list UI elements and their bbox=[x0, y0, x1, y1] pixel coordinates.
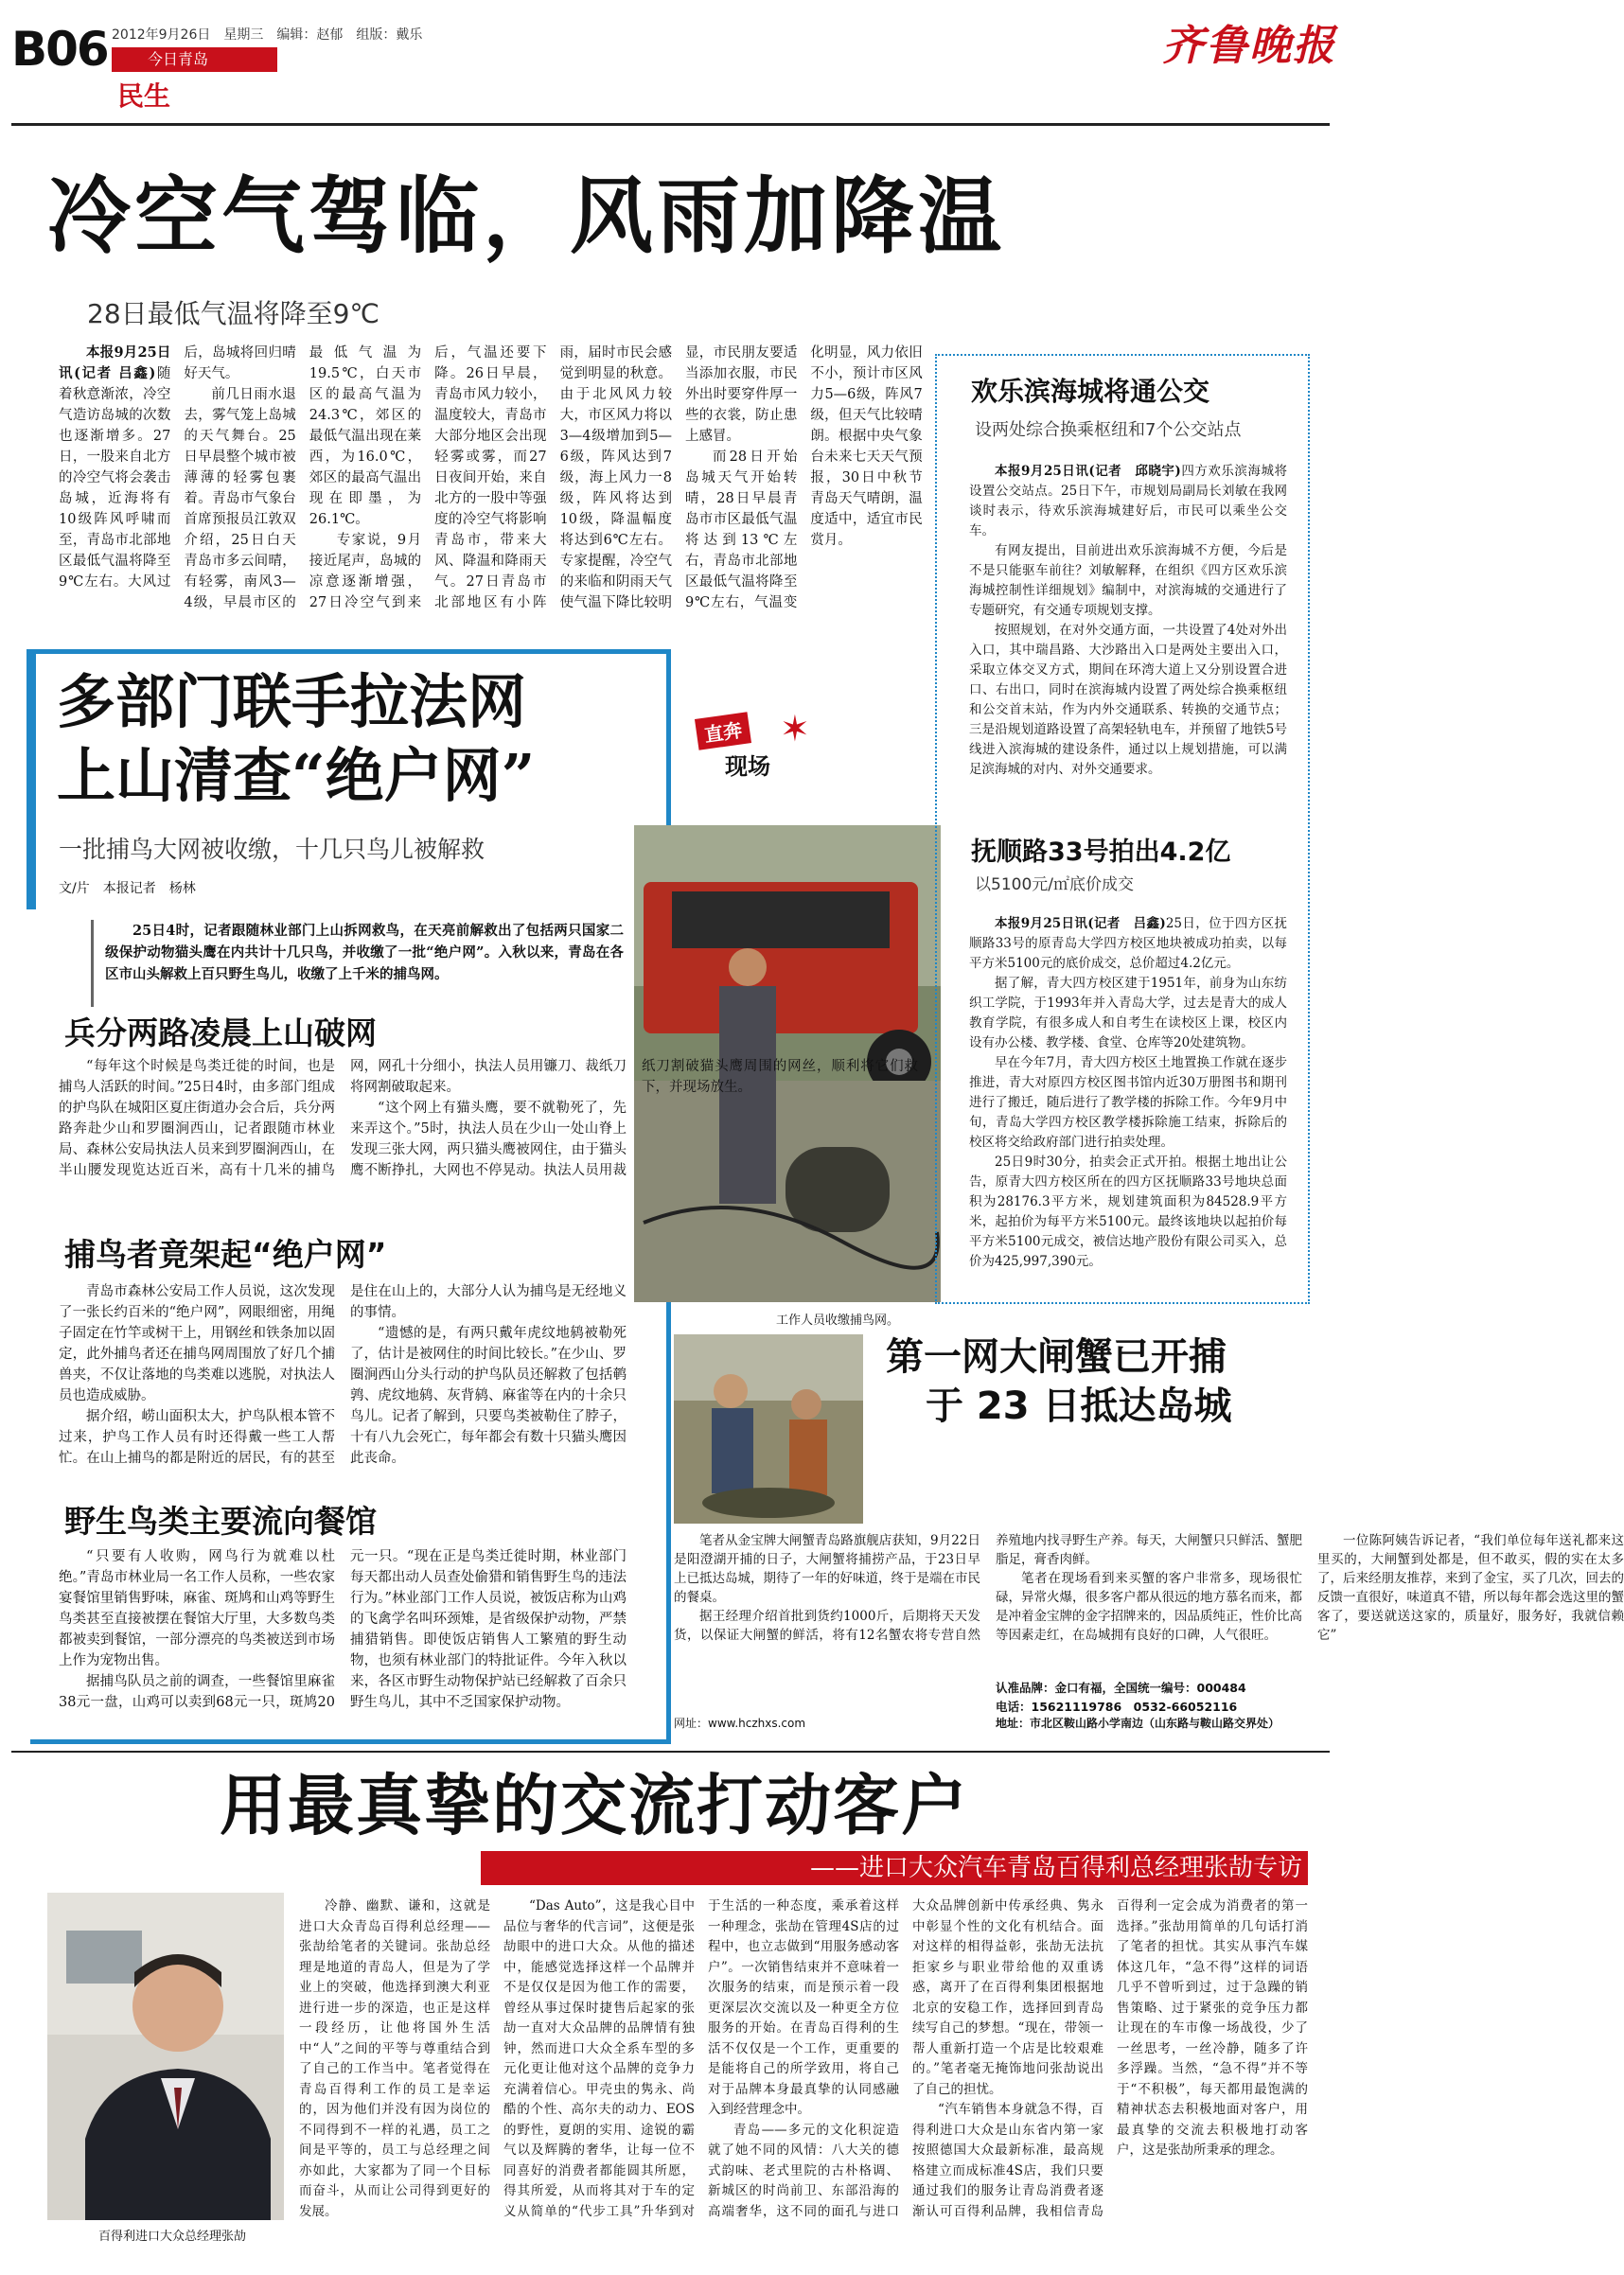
bird-paragraph: “遗憾的是，有两只戴年虎纹地鸫被勒死了，估计是被网住的时间比较长。”在少山、罗圈涧西山分头行动的护鸟队员还解救了包括鹌鹑、虎纹地鸫、灰背鸫、麻雀等在内的十余只鸟儿。记者了解到，只要鸟类被勒住了脖子，十有八九会死亡，每年都会有数十只猫头鹰因此丧命。 bbox=[350, 1326, 627, 1466]
vw-paragraph: “汽车销售本身就急不得，百得利进口大众是山东省内第一家按照德国大众最新标准，最高规格建立而成标准4S店，我们只要通过我们的服务让青岛消费者逐渐认可百得利品牌，我相信青岛百得利一定会成为消费者的第一选择。”张劼用简单的几句话打消了笔者的担忧。其实从事汽车媒体这几年，“急不得”这样的词语几乎不曾听到过，过于急躁的销售策略、过于紧张的竞争压力都让现在的车市像一场战役，少了一丝思考，一丝冷静，随多了许多浮躁。当然，“急不得”并不等于“不积极”，每天都用最饱满的精神状态去积极地面对客户，用最真挚的交流去积极地打动客户，这是张劼所秉承的理念。 bbox=[912, 1898, 1308, 2219]
land-paragraph: 据了解，青大四方校区建于1951年，前身为山东纺织工学院，于1993年并入青岛大学，过去是青大的成人教育学院，有很多成人和自考生在读校区上课，校区内设有办公楼、教学楼、食堂、仓库等20处建筑物。 bbox=[969, 976, 1287, 1050]
spark-icon: ✶ bbox=[780, 708, 810, 750]
crab-paragraph: 笔者从金宝牌大闸蟹青岛路旗舰店获知，9月22日是阳澄湖开捕的日子，大闸蟹将捕捞产品，于23日早上已抵达岛城，期待了一年的好味道，终于是端在市民的餐桌。 bbox=[674, 1533, 980, 1605]
weather-subhead: 28日最低气温将降至9℃ bbox=[87, 298, 380, 329]
crab-headline-1: 第一网大闸蟹已开捕 bbox=[886, 1335, 1227, 1379]
crab-brand-line: 认准品牌：金口有福，全国统一编号：000484 bbox=[996, 1681, 1246, 1695]
badge-bottom: 现场 bbox=[725, 753, 770, 780]
bird-lead-text: 25日4时，记者跟随林业部门上山拆网救鸟，在天亮前解救出了包括两只国家二级保护动物猫头鹰在内共计十几只鸟，并收缴了一批“绝户网”。入秋以来，青岛在各区市山头解救上百只野生鸟儿，收缴了上千米的捕鸟网。 bbox=[105, 923, 624, 982]
land-paragraph: 早在今年7月，青大四方校区土地置换工作就在逐步推进，青大对原四方校区图书馆内近30万册图书和期刊进行了搬迁，随后进行了教学楼的拆除工作。今年9月中旬，青岛大学四方校区教学楼拆除施工结束，拆除后的校区将交给政府部门进行拍卖处理。 bbox=[969, 1055, 1287, 1150]
bottom-rule bbox=[11, 1751, 1330, 1753]
crab-address: 地址：市北区鞍山路小学南边（山东路与鞍山路交界处） bbox=[996, 1717, 1280, 1730]
bird-paragraph: 据捕鸟队员之前的调查，一些餐馆里麻雀38元一盘，山鸡可以卖到68元一只，斑鸠20元一只。“现在正是鸟类迁徙时期，林业部门每天都出动人员查处偷猎和销售野生鸟的违法行为。”林业部门工作人员说，被饭店称为山鸡的飞禽学名叫环颈雉，是省级保护动物，严禁捕猎销售。即使饭店销售人工繁殖的野生动物，也须有林业部门的特批证件。今年入秋以来，各区市野生动物保护站已经解救了百余只野生鸟儿，其中不乏国家保护动物。 bbox=[59, 1549, 627, 1710]
bird-paragraph: 据介绍，崂山面积太大，护鸟队根本管不过来，护鸟工作人员有时还得戴一些工人帮忙。在山上捕鸟的都是附近的居民，有的甚至是住在山上的，大部分人认为捕鸟是无经地义的事情。 bbox=[59, 1284, 627, 1466]
manager-photo bbox=[47, 1893, 284, 2220]
bird-paragraph: 青岛市森林公安局工作人员说，这次发现了一张长约百米的“绝户网”，网眼细密，用绳子固定在竹竿或树干上，用钢丝和铁条加以固定，此外捕鸟者还在捕鸟网周围放了好几个捕兽夹，不仅让落地的鸟类难以逃脱，对执法人员也造成威胁。 bbox=[59, 1284, 335, 1403]
vw-subhead: ——进口大众汽车青岛百得利总经理张劼专访 bbox=[809, 1854, 1302, 1882]
weather-paragraph: 随着秋意渐浓，冷空气造访岛城的次数也逐渐增多。27日，一股来自北方的冷空气将会袭击岛城，近海将有10级阵风呼啸而至，青岛市北部地区最低气温将降至9℃左右。大风过后，岛城将回归晴好天气。 bbox=[59, 345, 296, 590]
vw-headline: 用最真挚的交流打动客户 bbox=[220, 1766, 969, 1844]
bird-story-accent bbox=[26, 649, 36, 909]
bird-section-title: 兵分两路凌晨上山破网 bbox=[64, 1014, 377, 1051]
weather-headline: 冷空气驾临，风雨加降温 bbox=[47, 167, 1006, 265]
crab-body bbox=[674, 1531, 1624, 1675]
bus-subhead: 设两处综合换乘枢纽和7个公交站点 bbox=[975, 420, 1242, 440]
bird-headline-2: 上山清查“绝户网” bbox=[57, 741, 536, 810]
vw-body bbox=[299, 1896, 1308, 2258]
bird-section-body bbox=[59, 1281, 627, 1497]
manager-photo-caption: 百得利进口大众总经理张劼 bbox=[98, 2230, 247, 2244]
bird-lead bbox=[91, 920, 624, 1007]
crab-photo bbox=[674, 1334, 863, 1524]
crab-paragraph: 据王经理介绍首批到货约1000斤，后期将天天发货，以保证大闸蟹的鲜活，将有12名蟹农将专营自然养殖地内找寻野生产养。每天，大闸蟹只只鲜活、蟹肥脂足，膏香肉鲜。 bbox=[674, 1533, 1302, 1643]
bus-headline: 欢乐滨海城将通公交 bbox=[971, 376, 1210, 407]
bird-section-title: 捕鸟者竟架起“绝户网” bbox=[64, 1236, 387, 1273]
crab-paragraph: 笔者在现场看到来买蟹的客户非常多，现场很忙碌，异常火爆，很多客户都从很远的地方慕名而来，都是冲着金宝牌的金字招牌来的，因品质纯正，性价比高等因素走红，在岛城拥有良好的口碑，人气很旺。 bbox=[996, 1571, 1302, 1643]
land-paragraph: 25日，位于四方区抚顺路33号的原青岛大学四方校区地块被成功拍卖，以每平方米5100元的底价成交，总价超过4.2亿元。 bbox=[969, 916, 1287, 971]
paper-name-logo: 齐鲁晚报 bbox=[1162, 22, 1336, 70]
section-name: 民生 bbox=[117, 80, 171, 112]
weather-paragraph: 而28日开始岛城天气开始转晴，28日早晨青岛市市区最低气温将达到13℃左右，青岛市北部地区最低气温将降至9℃左右，气温变化明显，风力依旧不小，预计市区风力5—6级，阵风7级，但天气比较晴朗。根据中央气象台未来七天天气预报，30日中秋节青岛天气晴朗，温度适中，适宜市民赏月。 bbox=[684, 345, 923, 610]
bird-byline: 文/片 本报记者 杨林 bbox=[59, 881, 196, 896]
bird-section-body bbox=[59, 1056, 918, 1219]
weather-paragraph: 前几日雨水退去，雾气笼上岛城的天气舞台。25日早晨整个城市被薄薄的轻雾包裹着。青岛市气象台首席预报员江敦双介绍，25日白天青岛市多云间晴，有轻雾，南风3—4级，早晨市区的最低气温为19.5℃，白天市区的最高气温为24.3℃，郊区的最低气温出现在莱西，为16.0℃，郊区的最高气温出现在即墨，为26.1℃。 bbox=[184, 345, 422, 610]
crab-paragraph: 一位陈阿姨告诉记者，“我们单位每年送礼都来这里买的，大闸蟹到处都是，但不敢买，假的实在太多了，后来经朋友推荐，来到了金宝，买了几次，回去的反馈一直很好，味道真不错，所以每年都会选这里的蟹客了，要送就送这家的，质量好，服务好，我就信赖它” bbox=[1317, 1533, 1624, 1643]
bird-paragraph: “只要有人收购，网鸟行为就难以杜绝。”青岛市林业局一名工作人员称，一些农家宴餐馆里销售野味，麻雀、斑鸠和山鸡等野生鸟类甚至直接被摆在餐馆大厅里，大多数鸟类都被卖到餐馆，一部分漂亮的鸟类被送到市场上作为宠物出售。 bbox=[59, 1549, 335, 1668]
bus-body bbox=[969, 462, 1287, 820]
vw-paragraph: 青岛——多元的文化积淀造就了她不同的风情：八大关的德式韵味、老式里院的古朴格调、新城区的时尚前卫、东部沿海的高端奢华，这不同的面孔与进口大众品牌创新中传承经典、隽永中彰显个性的文化有机结合。面对这样的相得益彰，张劼无法抗拒家乡与职业带给他的双重诱惑，离开了在百得利集团根据地北京的安稳工作，选择回到青岛续写自己的梦想。“现在，带领一帮人重新打造一个店是比较艰难的。”笔者毫无掩饰地问张劼说出了自己的担忧。 bbox=[708, 1898, 1103, 2219]
badge-top: 直奔 bbox=[695, 712, 751, 750]
land-headline: 抚顺路33号拍出4.2亿 bbox=[971, 838, 1231, 867]
land-paragraph: 25日9时30分，拍卖会正式开拍。根据土地出让公告，原青大四方校区所在的四方区抚顺路33号地块总面积为28176.3平方米，规划建筑面积为84528.9平方米，起拍价为每平方米5100元。最终该地块以起拍价每平方米5100元成交，被信达地产股份有限公司买入，总价为425,997,390元。 bbox=[969, 1155, 1287, 1269]
bus-paragraph: 有网友提出，目前进出欢乐滨海城不方便，今后是不是只能驱车前往？刘敏解释，在组织《四方区欢乐滨海城控制性详细规划》编制中，对滨海城的交通进行了专题研究，有交通专项规划支撑。 bbox=[969, 543, 1287, 618]
land-subhead: 以5100元/㎡底价成交 bbox=[975, 875, 1134, 894]
weather-byline: 本报9月25日讯(记者 吕鑫) bbox=[59, 344, 171, 381]
crab-headline-2: 于 23 日抵达岛城 bbox=[926, 1384, 1232, 1428]
crab-website: 网址：www.hczhxs.com bbox=[674, 1717, 806, 1730]
bus-paragraph: 按照规划，在对外交通方面，一共设置了4处对外出入口，其中瑞昌路、大沙路出入口是两处主要出入口，采取立体交叉方式，期间在环湾大道上又分别设置合进口、右出口，同时在滨海城内设置了两处综合换乘枢纽和公交首末站，作为内外交通联系、转换的交通节点；三是沿规划道路设置了高架轻轨电车，并预留了地铁5号线进入滨海城的建设条件，通过以上规划措施，可以满足滨海城的对内、对外交通要求。 bbox=[969, 623, 1287, 777]
bird-section-body bbox=[59, 1546, 627, 1728]
land-byline: 本报9月25日讯(记者 吕鑫) bbox=[995, 916, 1166, 931]
crab-phone: 电话：15621119786 0532-66052116 bbox=[996, 1700, 1238, 1714]
land-body bbox=[969, 914, 1287, 1293]
vw-paragraph: 冷静、幽默、谦和，这就是进口大众青岛百得利总经理——张劼给笔者的关键词。张劼总经理是地道的青岛人，但是为了学业上的突破，他选择到澳大利亚进行进一步的深造，也正是这样一段经历，让他将国外生活中“人”之间的平等与尊重结合到了自己的工作当中。笔者觉得在青岛百得利工作的员工是幸运的，因为他们并没有因为岗位的不同得到不一样的礼遇，员工之间是平等的，员工与总经理之间亦如此，大家都为了同一个目标而奋斗，从而让公司得到更好的发展。 bbox=[299, 1898, 490, 2219]
bus-paragraph: 四方欢乐滨海城将设置公交站点。25日下午，市规划局副局长刘敏在我网谈时表示，待欢乐滨海城建好后，市民可以乘坐公交车。 bbox=[969, 464, 1287, 538]
masthead-rule bbox=[11, 123, 1330, 126]
bird-section-title: 野生鸟类主要流向餐馆 bbox=[64, 1503, 377, 1540]
page-number: B06 bbox=[11, 22, 108, 77]
bird-headline-1: 多部门联手拉法网 bbox=[57, 667, 527, 736]
section-tag: 今日青岛 bbox=[112, 47, 277, 72]
net-photo-caption: 工作人员收缴捕鸟网。 bbox=[776, 1314, 900, 1328]
date-line: 2012年9月26日 星期三 编辑：赵郁 组版：戴乐 bbox=[112, 27, 423, 43]
weather-body bbox=[59, 343, 923, 619]
vw-paragraph: “Das Auto”，这是我心目中品位与奢华的代言词”，这便是张劼眼中的进口大众。从他的描述中，能感觉选择这样一个品牌并不是仅仅是因为他工作的需要，曾经从事过保时捷售后起家的张劼一直对大众品牌的品牌情有独钟，然而进口大众全系车型的多元化更让他对这个品牌的竞争力充满着信心。甲壳虫的隽永、尚酷的个性、高尔夫的动力、EOS的野性，夏朗的实用、途锐的霸气以及辉腾的奢华，让每一位不同喜好的消费者都能圆其所愿，得其所爱，从而将其对于车的定义从简单的“代步工具”升华到对于生活的一种态度，乘承着这样一种理念，张劼在管理4S店的过程中，也立志做到“用服务感动客户”。一次销售结束并不意味着一次服务的结束，而是预示着一段更深层次交流以及一种更全方位服务的开始。在青岛百得利的生活不仅仅是一个工作，更重要的是能将自己的所学致用，将自己对于品牌本身最真挚的认同感融入到经营理念中。 bbox=[503, 1898, 899, 2219]
bird-subhead: 一批捕鸟大网被收缴，十几只鸟儿被解救 bbox=[59, 836, 485, 863]
weather-paragraph: 专家说，9月接近尾声，岛城的凉意逐渐增强，27日冷空气到来后，气温还要下降。26日早晨，青岛市风力较小，温度较大，青岛市大部分地区会出现轻雾或雾，而27日夜间开始，来自北方的一股中等强度的冷空气将影响青岛市，带来大风、降温和降雨天气。27日青岛市北部地区有小阵雨，届时市民会感觉到明显的秋意。由于北风风力较大，市区风力将以3—4级增加到5—6级，阵风达到7级，海上风力一8级，阵风将达到10级，降温幅度将达到6℃左右。专家提醒，冷空气的来临和阴雨天气使气温下降比较明显，市民朋友要适当添加衣服，市民外出时要穿件厚一些的衣裳，防止患上感冒。 bbox=[309, 345, 798, 610]
bird-paragraph: “这个网上有猫头鹰，要不就勒死了，先来弄这个。”5时，执法人员在少山一处山脊上发现三张大网，两只猫头鹰被网住，由于猫头鹰不断挣扎，大网也不停晃动。执法人员用裁纸刀割破猫头鹰周围的网丝，顺利将它们救下，并现场放生。 bbox=[350, 1059, 918, 1178]
bird-paragraph: “每年这个时候是鸟类迁徙的时间，也是捕鸟人活跃的时间。”25日4时，由多部门组成的护鸟队在城阳区夏庄街道办会合后，兵分两路奔赴少山和罗圈涧西山，记者跟随市林业局、森林公安局执法人员来到罗圈涧西山，在半山腰发现览达近百米，高有十几米的捕鸟网，网孔十分细小，执法人员用镰刀、裁纸刀将网割破取起来。 bbox=[59, 1059, 627, 1178]
bus-byline: 本报9月25日讯(记者 邱晓宇) bbox=[995, 464, 1181, 479]
live-badge bbox=[697, 708, 820, 791]
